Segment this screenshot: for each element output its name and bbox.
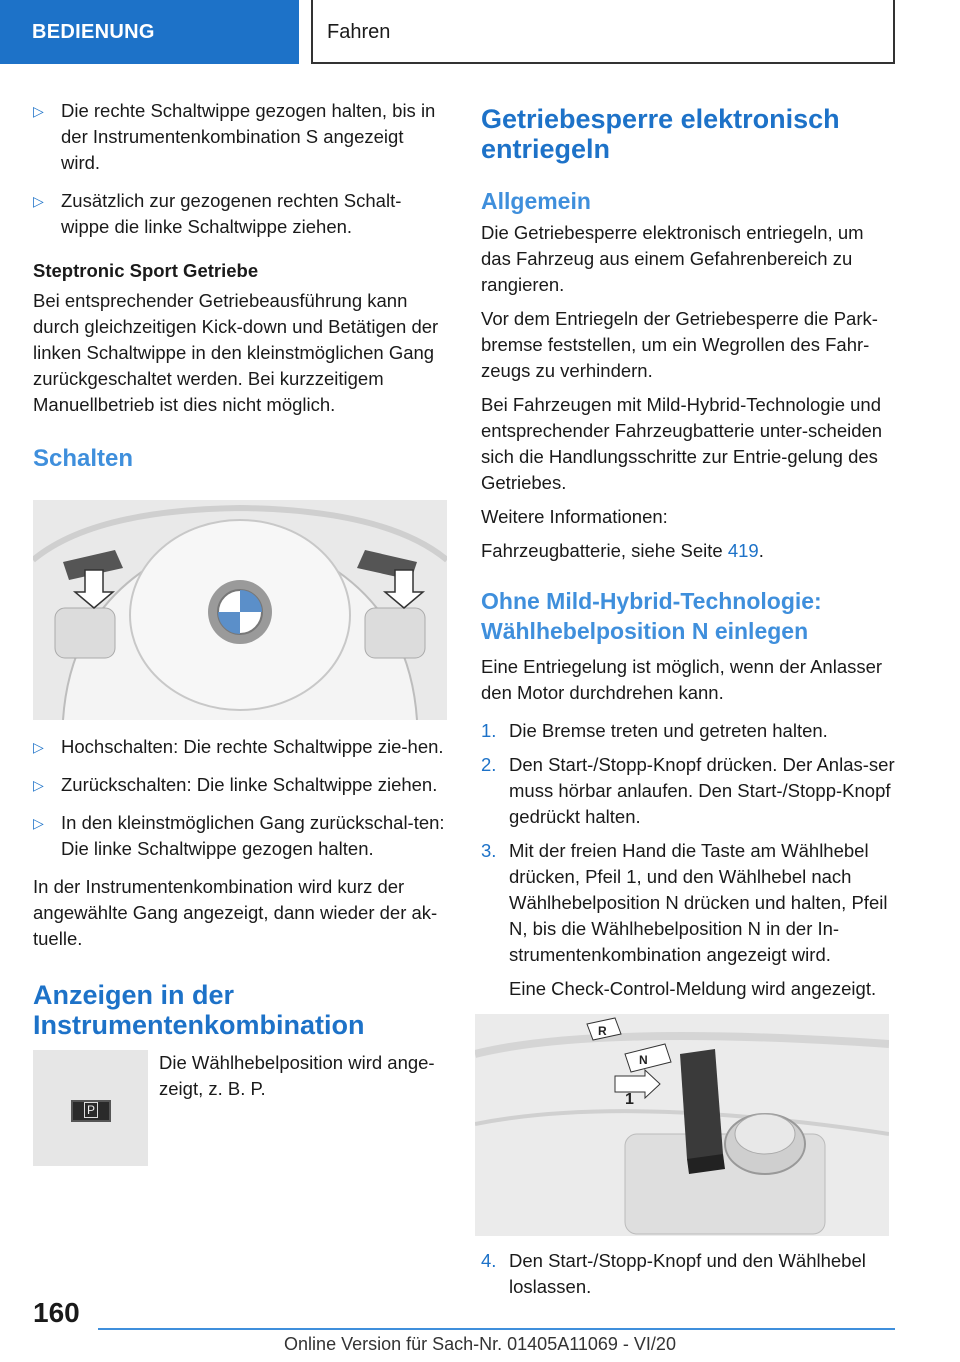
step-item: 1. Die Bremse treten und getreten halten. bbox=[481, 720, 828, 741]
left-column bbox=[33, 98, 447, 1170]
bullet-item: ▷ Zurückschalten: Die linke Schaltwippe ziehen. bbox=[33, 772, 447, 798]
allgemein-paragraph: Die Getriebesperre elektronisch entriegeln, um das Fahrzeug aus einem Gefahrenbereich zu rangieren. bbox=[481, 222, 864, 295]
triangle-bullet-icon: ▷ bbox=[33, 777, 44, 793]
triangle-bullet-icon: ▷ bbox=[33, 739, 44, 755]
steptronic-text: Bei entsprechender Getriebeausführung kann durch gleichzeitigen Kick-down und Betätigen der linken Schaltwippe in den kleinstmöglichen Gang zurückgeschaltet werden. Bei kurzzeitigem Manuellbetrieb ist dies nicht möglich. bbox=[33, 290, 439, 415]
step-item: 3. Mit der freien Hand die Taste am Wählhebel drücken, Pfeil 1, und den Wählhebel nach Wählhebelposition N drücken und halten, Pfeil N, bis die Wählhebelposition N in der In-strumentenkombination angezeigt wird. Eine Check-Control-Meldung wird angezeigt. bbox=[481, 838, 895, 1002]
reference-line: Fahrzeugbatterie, siehe Seite 419. bbox=[481, 540, 764, 561]
page-reference-link[interactable]: 419 bbox=[727, 540, 759, 561]
triangle-bullet-icon: ▷ bbox=[33, 193, 44, 209]
gear-p-letter: P bbox=[84, 1102, 98, 1118]
gear-selector-illustration bbox=[475, 1014, 889, 1236]
ohne-heading: Ohne Mild-Hybrid-Technologie: Wählhebelposition N einlegen bbox=[481, 588, 822, 644]
bullet-item: ▷ Hochschalten: Die rechte Schaltwippe zie-hen. bbox=[33, 734, 447, 760]
display-block bbox=[33, 1050, 447, 1170]
gear-p-indicator bbox=[71, 1100, 111, 1122]
step-note: Eine Check-Control-Meldung wird angezeigt. bbox=[509, 978, 877, 999]
steering-wheel-figure bbox=[33, 500, 447, 720]
section-tab: BEDIENUNG bbox=[0, 0, 299, 64]
footer-divider bbox=[98, 1328, 895, 1330]
footer-version: Online Version für Sach-Nr. 01405A11069 - VI/20 bbox=[284, 1334, 676, 1354]
chapter-title: Fahren bbox=[311, 0, 895, 64]
step-item: 4. Den Start-/Stopp-Knopf und den Wählhebel loslassen. bbox=[481, 1250, 866, 1297]
allgemein-paragraph: Vor dem Entriegeln der Getriebesperre die Park-bremse feststellen, um ein Wegrollen des Fahr-zeugs zu verhindern. bbox=[481, 308, 878, 381]
gear-selector-figure bbox=[475, 1014, 889, 1236]
triangle-bullet-icon: ▷ bbox=[33, 103, 44, 119]
allgemein-paragraph: Weitere Informationen: bbox=[481, 506, 668, 527]
label-one: 1 bbox=[625, 1091, 634, 1108]
label-n: N bbox=[639, 1053, 648, 1067]
right-column bbox=[481, 98, 895, 1308]
triangle-bullet-icon: ▷ bbox=[33, 815, 44, 831]
bullet-item: ▷ Die rechte Schaltwippe gezogen halten, bis in der Instrumentenkombination S angezeigt wird. bbox=[33, 100, 436, 173]
bullet-item: ▷ Zusätzlich zur gezogenen rechten Schalt-wippe die linke Schaltwippe ziehen. bbox=[33, 190, 402, 237]
anzeigen-text: Die Wählhebelposition wird ange-zeigt, z. B. P. bbox=[159, 1052, 435, 1099]
allgemein-paragraph: Bei Fahrzeugen mit Mild-Hybrid-Technologie und entsprechender Fahrzeugbatterie unter-scheiden sich die Handlungsschritte zur Entrie-gelung des Getriebes. bbox=[481, 394, 883, 493]
steptronic-heading: Steptronic Sport Getriebe bbox=[33, 260, 259, 281]
bullet-item: ▷ In den kleinstmöglichen Gang zurückschal-ten: Die linke Schaltwippe gezogen halten. bbox=[33, 812, 445, 859]
page-number: 160 bbox=[33, 1297, 80, 1328]
ohne-text: Eine Entriegelung ist möglich, wenn der Anlasser den Motor durchdrehen kann. bbox=[481, 656, 883, 703]
schalten-text: In der Instrumentenkombination wird kurz der angewählte Gang angezeigt, dann wieder der ak-tuelle. bbox=[33, 876, 438, 949]
display-figure bbox=[33, 1050, 148, 1166]
allgemein-heading: Allgemein bbox=[481, 188, 591, 214]
schalten-heading: Schalten bbox=[33, 445, 134, 472]
anzeigen-heading: Anzeigen in der Instrumentenkombination bbox=[33, 980, 365, 1040]
main-heading: Getriebesperre elektronisch entriegeln bbox=[481, 104, 840, 164]
label-r: R bbox=[598, 1024, 607, 1038]
step-item: 2. Den Start-/Stopp-Knopf drücken. Der Anlas-ser muss hörbar anlaufen. Den Start-/Stopp-Knopf gedrückt halten. bbox=[481, 754, 895, 827]
steering-wheel-illustration bbox=[33, 500, 447, 720]
